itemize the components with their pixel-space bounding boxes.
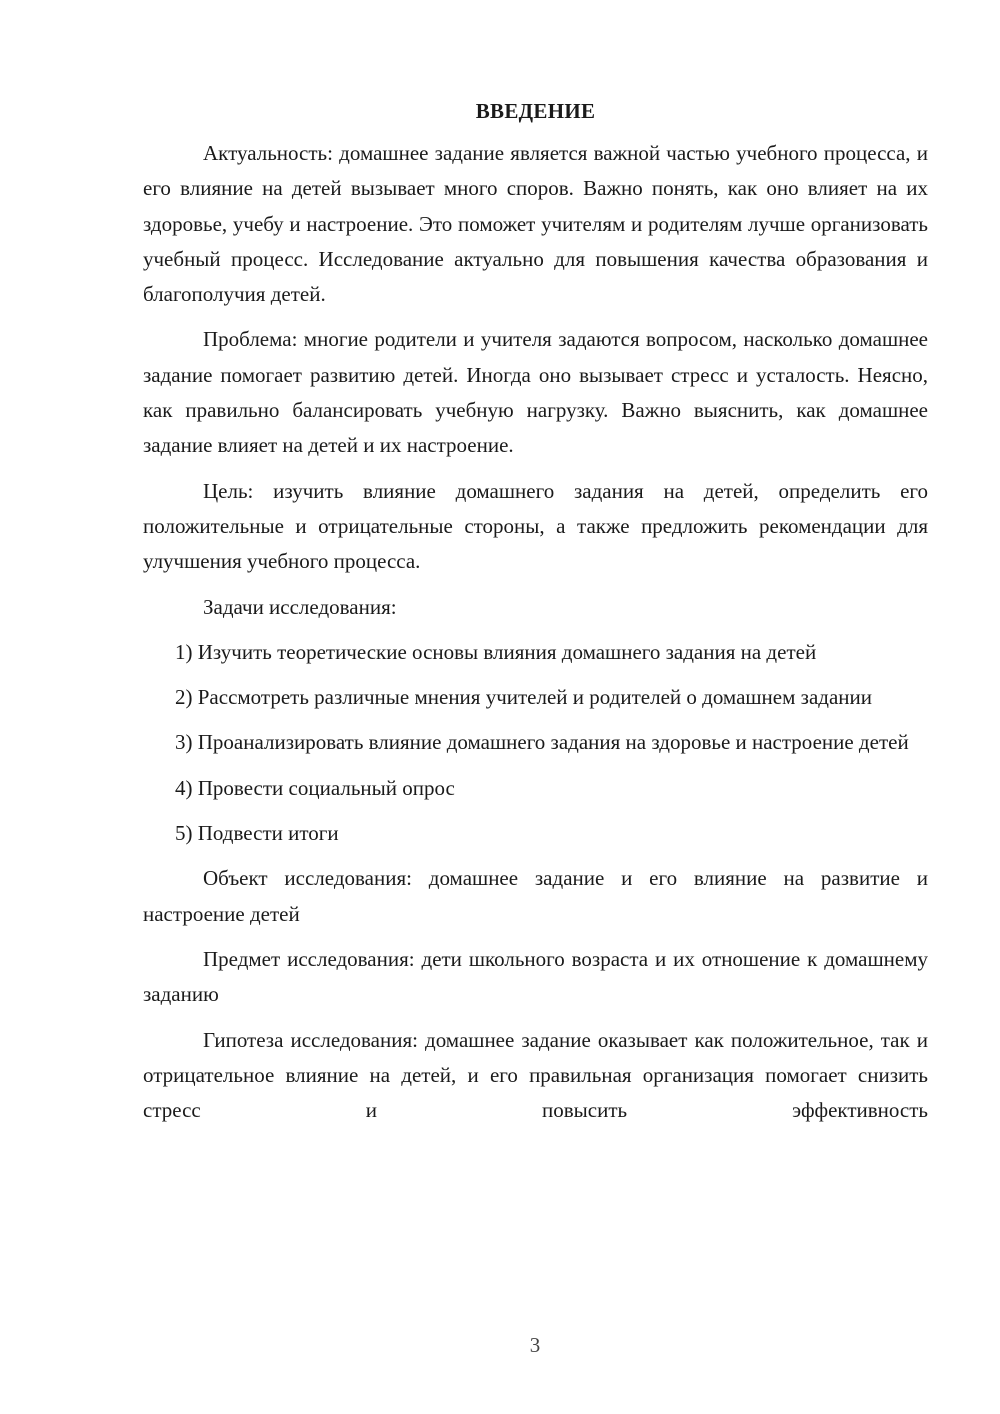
hypothesis-paragraph: Гипотеза исследования: домашнее задание оказывает как положительное, так и отрицательное влияние на детей, и его правильная организация помогает снизить стресс и повысить эффективность: [143, 1027, 928, 1123]
task-item-1: 1) Изучить теоретические основы влияния домашнего задания на детей: [175, 639, 817, 664]
page-number: 3: [529, 1333, 541, 1357]
relevance-paragraph: Актуальность: домашнее задание является важной частью учебного процесса, и его влияние на детей вызывает много споров. Важно понять, как оно влияет на их здоровье, учебу и настроение. Это поможет учителям и родителям лучше организовать учебный процесс. Исследование актуально для повышения качества образования и благополучия детей.: [143, 141, 928, 307]
task-item-2: 2) Рассмотреть различные мнения учителей и родителей о домашнем задании: [175, 685, 872, 710]
goal-paragraph: Цель: изучить влияние домашнего задания на детей, определить его положительные и отрицательные стороны, а также предложить рекомендации для улучшения учебного процесса.: [143, 478, 928, 574]
task-item-3: 3) Проанализировать влияние домашнего задания на здоровье и настроение детей: [175, 730, 909, 755]
document-page: [143, 96, 928, 1128]
subject-paragraph: Предмет исследования: дети школьного возраста и их отношение к домашнему заданию: [143, 946, 928, 1007]
object-paragraph: Объект исследования: домашнее задание и его влияние на развитие и настроение детей: [143, 866, 928, 926]
task-item-4: 4) Провести социальный опрос: [175, 775, 455, 800]
task-item-5: 5) Подвести итоги: [175, 821, 339, 846]
tasks-intro: Задачи исследования:: [203, 594, 397, 619]
page-title: ВВЕДЕНИЕ: [475, 99, 596, 123]
problem-paragraph: Проблема: многие родители и учителя задаются вопросом, насколько домашнее задание помогает развитию детей. Иногда оно вызывает стресс и усталость. Неясно, как правильно балансировать учебную нагрузку. Важно выяснить, как домашнее задание влияет на детей и их настроение.: [143, 327, 928, 458]
